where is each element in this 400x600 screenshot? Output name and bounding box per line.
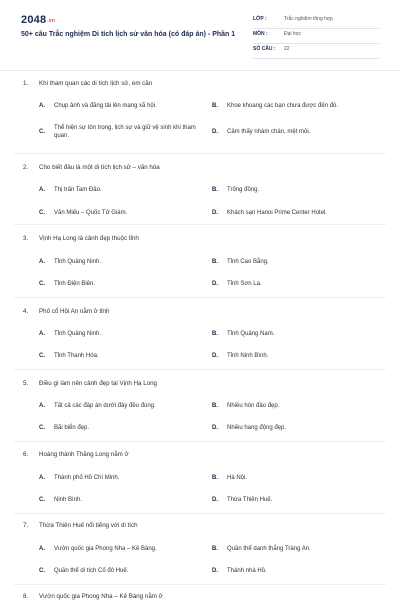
document-meta (253, 14, 379, 59)
meta-row-count (253, 44, 379, 59)
question-separator (14, 297, 386, 298)
document-header (0, 0, 400, 65)
question-text: 3. Vịnh Hạ Long là cảnh đẹp thuộc tỉnh (23, 235, 139, 242)
document-title: 50+ câu Trắc nghiệm Di tích lịch sử văn hóa (có đáp án) - Phần 1 (21, 31, 236, 38)
header-divider (0, 70, 400, 71)
meta-label: SỐ CÂU : (253, 46, 276, 52)
question-text: 7. Thừa Thiên Huế nổi tiếng với di tích (23, 522, 138, 529)
meta-value: Đại học (284, 31, 301, 37)
meta-row-class (253, 14, 379, 29)
question-text: 8. Vườn quốc gia Phong Nha – Kẻ Bàng nằm ở (23, 593, 163, 600)
meta-value: Trắc nghiệm tổng hợp (284, 16, 333, 22)
meta-label: LỚP : (253, 16, 267, 22)
question-separator (14, 224, 386, 225)
question-separator (14, 153, 386, 154)
question-text: 1. Khi tham quan các di tích lịch sử, em cần (23, 80, 153, 87)
question-text: 4. Phố cổ Hội An nằm ở tỉnh (23, 308, 110, 315)
question-separator (14, 513, 386, 514)
logo-suffix: .vn (47, 18, 56, 24)
question-text: 6. Hoàng thành Thăng Long nằm ở (23, 451, 129, 458)
question-separator (14, 584, 386, 585)
logo-text: 2048 (21, 14, 47, 26)
question-separator (14, 369, 386, 370)
question-separator (14, 441, 386, 442)
meta-row-subject (253, 29, 379, 44)
site-logo[interactable] (21, 14, 55, 26)
meta-value: 22 (284, 46, 290, 52)
question-text: 5. Điều gì làm nên cảnh đẹp tại Vịnh Hạ Long (23, 380, 157, 387)
question-text: 2. Cho biết đâu là một di tích lịch sử – văn hóa (23, 164, 160, 171)
meta-label: MÔN : (253, 31, 268, 37)
